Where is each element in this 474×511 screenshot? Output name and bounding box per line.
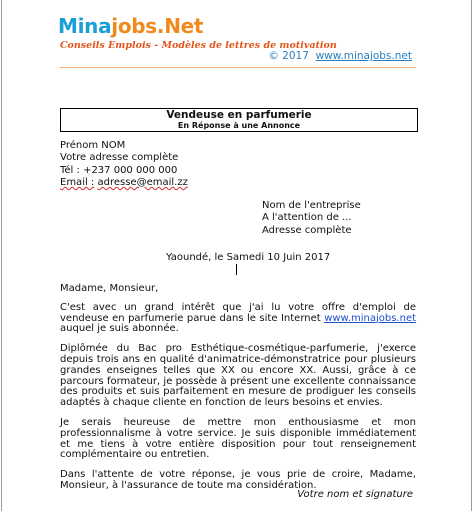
- page-right-border: [471, 0, 472, 511]
- sender-block: [60, 140, 188, 189]
- date-line: Yaoundé, le Samedi 10 Juin 2017: [166, 252, 331, 263]
- signature-line: Votre nom et signature: [297, 489, 413, 500]
- site-tagline: Conseils Emplois - Modèles de lettres de motivation: [60, 40, 337, 51]
- sender-email-line: [60, 177, 188, 189]
- sender-phone: Tél : +237 000 000 000: [60, 164, 178, 176]
- recipient-block: [262, 200, 361, 237]
- logo-part-mina: Mina: [58, 14, 112, 38]
- paragraph-intro: [60, 303, 416, 335]
- minajobs-link[interactable]: www.minajobs.net: [324, 312, 417, 324]
- recipient-company: Nom de l'entreprise: [262, 200, 361, 211]
- sender-email-label: Email :: [60, 176, 95, 188]
- sender-email: adresse@email.zz: [97, 176, 188, 188]
- recipient-attention: A l'attention de ...: [262, 212, 352, 224]
- copyright-year: © 2017: [268, 50, 309, 62]
- recipient-address: Adresse complète: [262, 224, 352, 236]
- paragraph-intro-text: C'est avec un grand intérêt que j'ai lu votre offre d'emploi de vendeuse en parfumerie parue dans le site Internet: [60, 301, 416, 324]
- paragraph-experience: Diplômée du Bac pro Esthétique-cosmétique-parfumerie, j'exerce depuis trois ans en qualité d'animatrice-démonstratrice pour plusieurs grandes enseignes telles que XX ou encore XX. Aussi, grâce à ce parcours formateur, je possède à présent une excellente connaissance des produits et suis parfaitement en mesure de prodiguer les conseils adaptés à chaque cliente en fonction de leurs besoins et envies.: [60, 343, 416, 409]
- site-logo: [58, 14, 203, 38]
- paragraph-intro-end: auquel je suis abonnée.: [60, 323, 179, 335]
- text-cursor: [236, 264, 237, 275]
- salutation: Madame, Monsieur,: [60, 283, 159, 294]
- letter-subtitle: En Réponse à une Annonce: [177, 121, 301, 130]
- page-left-border: [1, 0, 2, 511]
- paragraph-motivation: Je serais heureuse de mettre mon enthousiasme et mon professionnalisme à votre service. Je suis disponible immédiatement et me tiens à votre entière disposition pour tout renseignement complémentaire ou entretien.: [60, 416, 416, 461]
- sender-name: Prénom NOM: [60, 140, 126, 151]
- copyright-line: [268, 50, 412, 62]
- letter-title-box: [60, 108, 418, 132]
- sender-address: Votre adresse complète: [60, 152, 179, 164]
- logo-part-jobs-net: jobs.Net: [111, 14, 204, 38]
- letter-body[interactable]: [60, 284, 416, 501]
- copyright-url-link[interactable]: www.minajobs.net: [315, 50, 412, 62]
- letter-title: Vendeuse en parfumerie: [166, 109, 312, 121]
- paragraph-closing: Dans l'attente de votre réponse, je vous prie de croire, Madame, Monsieur, à l'assurance de toute ma considération.: [60, 469, 416, 491]
- header-divider: [60, 67, 416, 68]
